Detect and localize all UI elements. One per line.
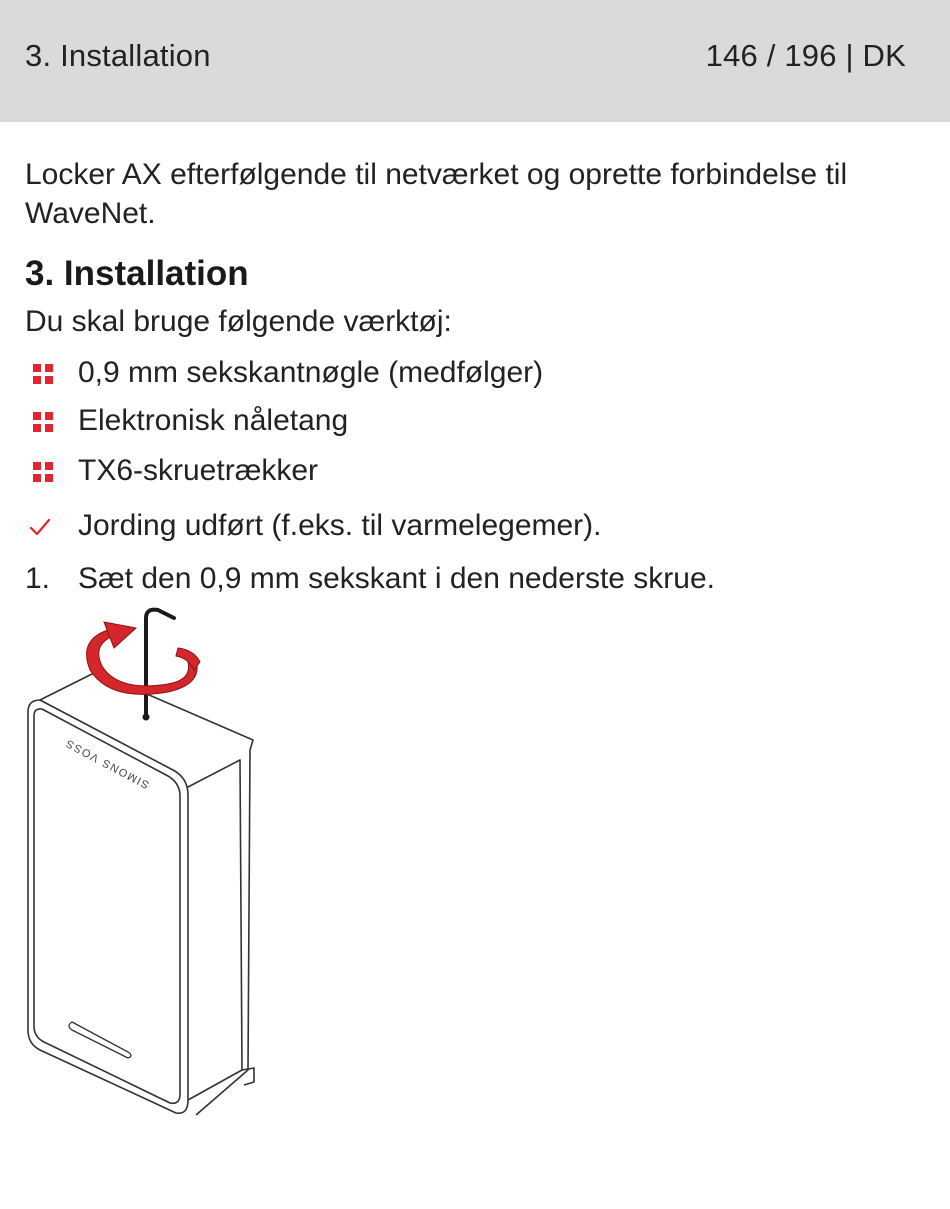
step-item xyxy=(0,559,950,599)
rotation-arrow-icon xyxy=(87,622,200,694)
screw-point xyxy=(143,714,150,721)
tools-intro: Du skal bruge følgende værktøj: xyxy=(25,305,452,338)
bullet-grid-icon xyxy=(32,461,54,483)
header-page-info: 146 / 196 | DK xyxy=(705,38,906,73)
header-section-title: 3. Installation xyxy=(25,38,211,73)
bullet-grid-icon xyxy=(32,411,54,433)
step-label: Sæt den 0,9 mm sekskant i den nederste skrue. xyxy=(78,562,715,595)
tool-label: 0,9 mm sekskantnøgle (medfølger) xyxy=(78,356,544,389)
list-item xyxy=(0,353,950,393)
device-illustration xyxy=(18,600,278,1140)
list-item xyxy=(0,451,950,491)
device-body xyxy=(28,672,254,1115)
intro-paragraph: Locker AX efterfølgende til netværket og oprette forbindelse til WaveNet. xyxy=(25,158,848,230)
list-item xyxy=(0,401,950,441)
precondition-item xyxy=(0,506,950,546)
precondition-label: Jording udført (f.eks. til varmelegemer). xyxy=(78,509,602,542)
section-heading: 3. Installation xyxy=(25,254,249,293)
step-number: 1. xyxy=(25,562,51,595)
tool-label: TX6-skruetrækker xyxy=(78,454,319,487)
page-header xyxy=(0,0,950,122)
checkmark-icon xyxy=(28,515,52,539)
tool-label: Elektronisk nåletang xyxy=(78,404,349,437)
bullet-grid-icon xyxy=(32,363,54,385)
brand-logo-text: SIMONS VOSS xyxy=(63,736,152,791)
